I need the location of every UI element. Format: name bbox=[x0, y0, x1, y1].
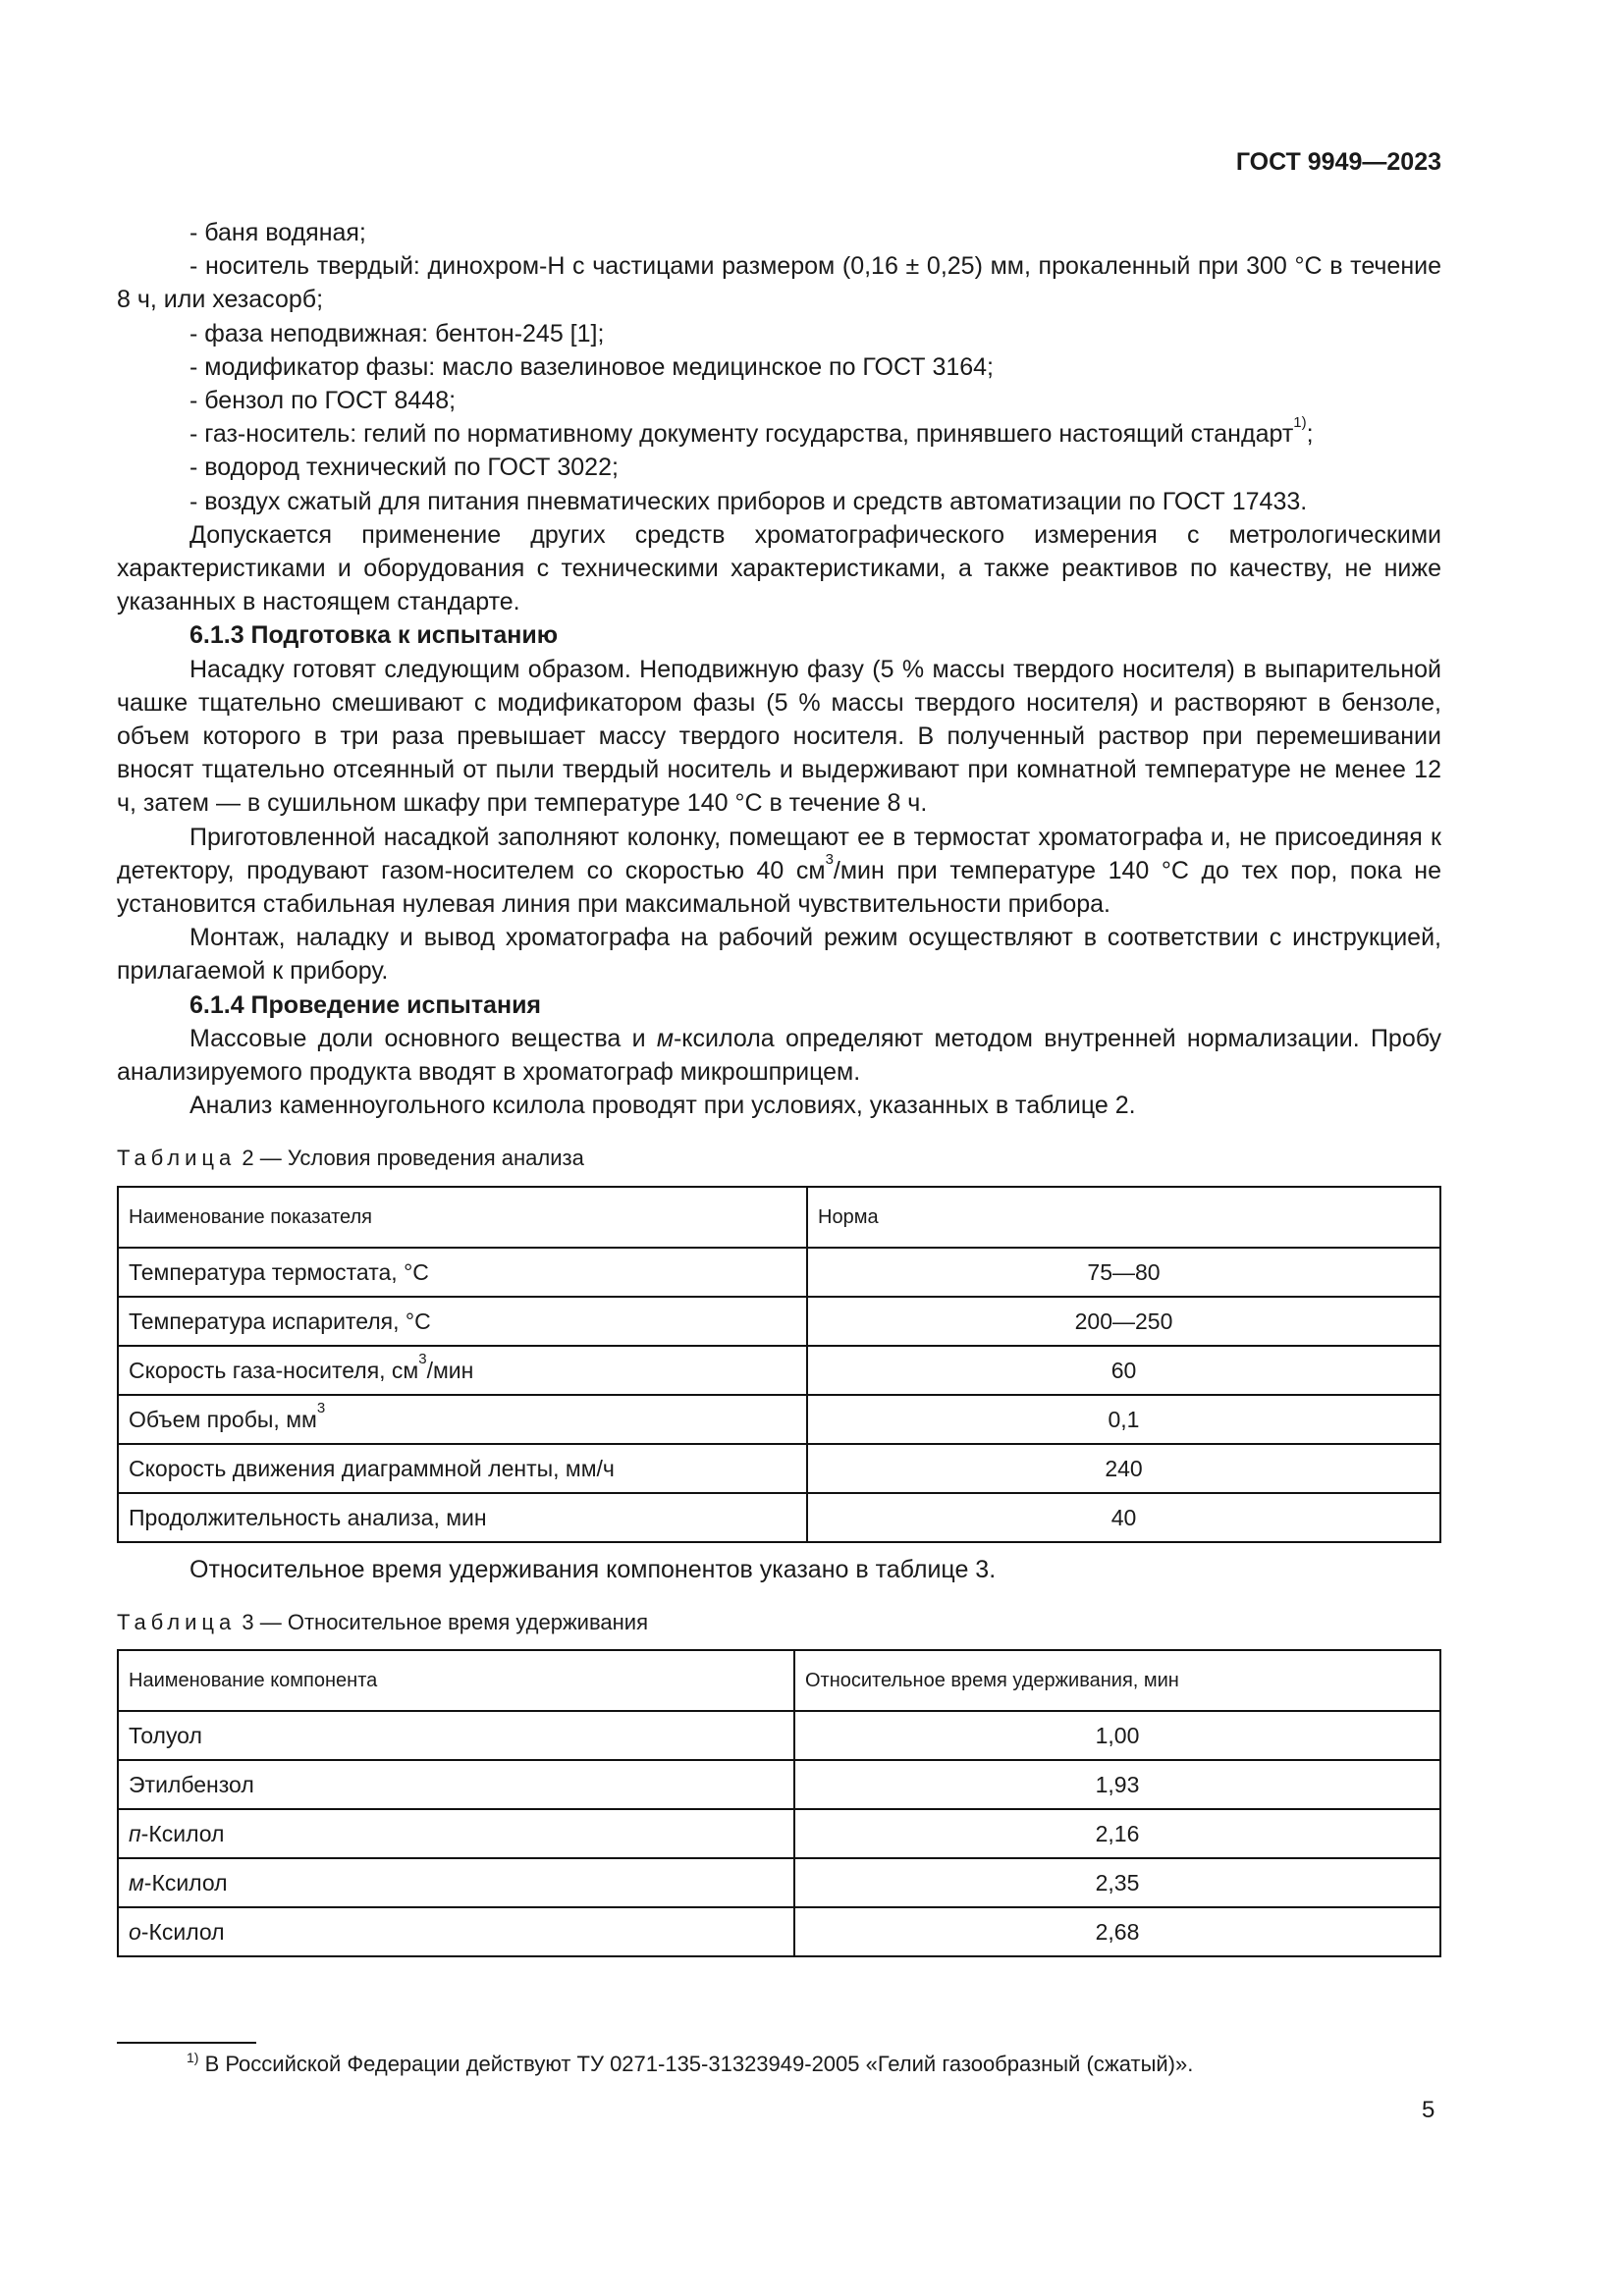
table-cell: Температура испарителя, °С bbox=[118, 1297, 807, 1346]
table-header-row bbox=[118, 1650, 1440, 1711]
italic-prefix: о bbox=[129, 1918, 141, 1945]
table-row bbox=[118, 1248, 1440, 1297]
table-row bbox=[118, 1493, 1440, 1542]
paragraph-text: Приготовленной насадкой заполняют колонку, помещают ее в термостат хроматографа и, не присоединяя к детектору, продувают газом-носителем со скоростью 40 см bbox=[117, 823, 1441, 884]
table-row bbox=[118, 1395, 1440, 1444]
retention-table bbox=[117, 1649, 1441, 1957]
superscript: 3 bbox=[418, 1350, 427, 1367]
list-item-tail: ; bbox=[1306, 420, 1314, 449]
caption-label: Таблица bbox=[117, 1146, 237, 1171]
cell-text: -Ксилол bbox=[140, 1918, 225, 1945]
paragraph: Монтаж, наладку и вывод хроматографа на рабочий режим осуществляют в соответствии с инструкцией, прилагаемой к прибору. bbox=[117, 924, 1441, 986]
column-header: Относительное время удерживания, мин bbox=[794, 1650, 1440, 1711]
list-item: - бензол по ГОСТ 8448; bbox=[189, 387, 457, 415]
table-cell: 1,00 bbox=[794, 1711, 1440, 1760]
table-row bbox=[118, 1760, 1440, 1809]
table-row bbox=[118, 1346, 1440, 1395]
italic-letter: м bbox=[656, 1024, 674, 1052]
document-header: ГОСТ 9949—2023 bbox=[1235, 148, 1441, 176]
paragraph: Относительное время удерживания компонентов указано в таблице 3. bbox=[189, 1555, 997, 1583]
footnote-mark: 1) bbox=[187, 2050, 199, 2065]
table-cell: 60 bbox=[807, 1346, 1440, 1395]
table-cell: 2,35 bbox=[794, 1858, 1440, 1907]
table-cell: 1,93 bbox=[794, 1760, 1440, 1809]
italic-prefix: п bbox=[129, 1820, 141, 1846]
table-cell: Этилбензол bbox=[118, 1760, 794, 1809]
paragraph bbox=[117, 1022, 1441, 1089]
cell-text: Скорость газа-носителя, см bbox=[129, 1357, 419, 1383]
paragraph: Анализ каменноугольного ксилола проводят при условиях, указанных в таблице 2. bbox=[189, 1092, 1136, 1120]
paragraph bbox=[117, 821, 1441, 922]
column-header: Норма bbox=[807, 1187, 1440, 1248]
table-cell: 2,68 bbox=[794, 1907, 1440, 1956]
caption-label: Таблица bbox=[117, 1609, 237, 1634]
list-item: - водород технический по ГОСТ 3022; bbox=[189, 454, 619, 482]
footnote bbox=[187, 2052, 1193, 2077]
cell-text: -Ксилол bbox=[143, 1869, 228, 1896]
table-cell bbox=[118, 1809, 794, 1858]
cell-text: /мин bbox=[426, 1357, 474, 1383]
page-number: 5 bbox=[1422, 2097, 1435, 2123]
list-item: - носитель твердый: динохром-Н с частицами размером (0,16 ± 0,25) мм, прокаленный при 300 °С в течение 8 ч, или хезасорб; bbox=[117, 252, 1441, 314]
table-cell: 0,1 bbox=[807, 1395, 1440, 1444]
caption-text: 2 — Условия проведения анализа bbox=[242, 1146, 584, 1171]
footnote-text: В Российской Федерации действуют ТУ 0271-135-31323949-2005 «Гелий газообразный (сжатый)». bbox=[198, 2052, 1194, 2076]
paragraph-text: -ксилола определяют методом внутренней нормализации. Пробу анализируемого продукта вводят в хроматограф микрошприцем. bbox=[117, 1024, 1441, 1087]
table-cell: 2,16 bbox=[794, 1809, 1440, 1858]
table-cell: 200—250 bbox=[807, 1297, 1440, 1346]
column-header: Наименование показателя bbox=[118, 1187, 807, 1248]
italic-prefix: м bbox=[129, 1869, 144, 1896]
superscript: 3 bbox=[316, 1399, 326, 1416]
cell-text: -Ксилол bbox=[140, 1820, 225, 1846]
table-row bbox=[118, 1297, 1440, 1346]
table-row bbox=[118, 1858, 1440, 1907]
list-item: - фаза неподвижная: бентон-245 [1]; bbox=[189, 319, 605, 347]
table-cell bbox=[118, 1346, 807, 1395]
paragraph: Допускается применение других средств хроматографического измерения с метрологическими характеристиками и оборудования с техническими характеристиками, а также реактивов по качеству, не ниже указанных в настоящем стандарте. bbox=[117, 520, 1441, 616]
table-row bbox=[118, 1444, 1440, 1493]
table-cell: Скорость движения диаграммной ленты, мм/ч bbox=[118, 1444, 807, 1493]
cell-text: Объем пробы, мм bbox=[129, 1406, 317, 1432]
caption-text: 3 — Относительное время удерживания bbox=[242, 1609, 648, 1634]
list-item: - баня водяная; bbox=[189, 219, 366, 246]
table-cell: 240 bbox=[807, 1444, 1440, 1493]
table-cell: Температура термостата, °С bbox=[118, 1248, 807, 1297]
list-item-text: - газ-носитель: гелий по нормативному документу государства, принявшего настоящий стандарт bbox=[189, 420, 1294, 449]
conditions-table bbox=[117, 1186, 1441, 1543]
list-item bbox=[117, 414, 1441, 451]
footnote-reference: 1) bbox=[1293, 414, 1307, 432]
paragraph: Насадку готовят следующим образом. Неподвижную фазу (5 % массы твердого носителя) в выпарительной чашке тщательно смешивают с модификатором фазы (5 % массы твердого носителя) и растворяют в бензоле, объем которого в три раза превышает массу твердого носителя. В полученный раствор при перемешивании вносят тщательно отсеянный от пыли твердый носитель и выдерживают при комнатной температуре не менее 12 ч, затем — в сушильном шкафу при температуре 140 °С в течение 8 ч. bbox=[117, 655, 1441, 818]
superscript: 3 bbox=[825, 850, 834, 868]
table-row bbox=[118, 1711, 1440, 1760]
table-cell: Толуол bbox=[118, 1711, 794, 1760]
section-heading: 6.1.4 Проведение испытания bbox=[189, 990, 542, 1019]
list-item: - модификатор фазы: масло вазелиновое медицинское по ГОСТ 3164; bbox=[189, 352, 995, 381]
table-header-row bbox=[118, 1187, 1440, 1248]
column-header: Наименование компонента bbox=[118, 1650, 794, 1711]
section-heading: 6.1.3 Подготовка к испытанию bbox=[189, 621, 559, 650]
table-row bbox=[118, 1809, 1440, 1858]
table-cell: Продолжительность анализа, мин bbox=[118, 1493, 807, 1542]
table-cell: 40 bbox=[807, 1493, 1440, 1542]
table-caption bbox=[117, 1606, 1441, 1639]
table-cell bbox=[118, 1395, 807, 1444]
paragraph-text: /мин при температуре 140 °С до тех пор, пока не установится стабильная нулевая линия при максимальной чувствительности прибора. bbox=[117, 856, 1441, 919]
footnote-divider bbox=[117, 2042, 256, 2044]
table-row bbox=[118, 1907, 1440, 1956]
table-cell: 75—80 bbox=[807, 1248, 1440, 1297]
document-body bbox=[117, 216, 1441, 1957]
table-cell bbox=[118, 1858, 794, 1907]
paragraph-text: Массовые доли основного вещества и bbox=[189, 1024, 657, 1052]
list-item: - воздух сжатый для питания пневматических приборов и средств автоматизации по ГОСТ 17433. bbox=[189, 487, 1308, 515]
table-caption bbox=[117, 1142, 1441, 1175]
table-cell bbox=[118, 1907, 794, 1956]
